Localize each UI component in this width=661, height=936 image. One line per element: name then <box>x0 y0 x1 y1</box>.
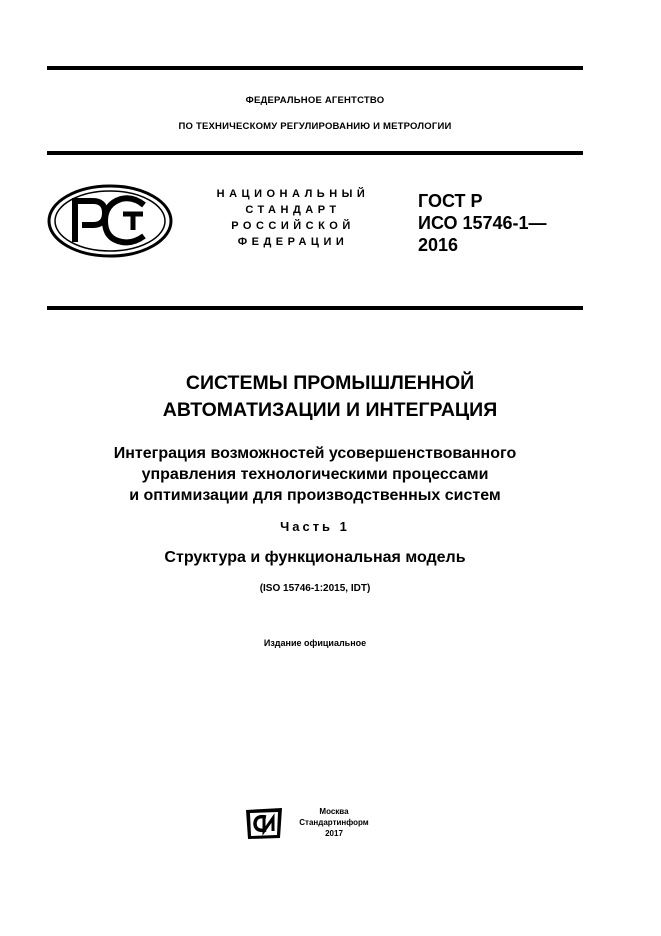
standartinform-logo-icon <box>244 806 284 840</box>
national-line: СТАНДАРТ <box>245 204 341 216</box>
gost-line-3: 2016 <box>418 235 459 255</box>
structure-title: Структура и функциональная модель <box>164 549 466 566</box>
title-line-1: СИСТЕМЫ ПРОМЫШЛЕННОЙ <box>185 372 475 394</box>
national-line: ФЕДЕРАЦИИ <box>237 236 349 248</box>
publisher-name: Стандартинформ <box>299 818 369 827</box>
iso-reference: (ISO 15746-1:2015, IDT) <box>259 583 371 594</box>
title-line-2: АВТОМАТИЗАЦИИ И ИНТЕГРАЦИЯ <box>162 399 498 421</box>
gost-line-2: ИСО 15746-1— <box>418 213 547 233</box>
top-rule <box>47 66 583 70</box>
standard-designation <box>418 190 547 256</box>
document-title <box>47 370 613 424</box>
subtitle-line-2: управления технологическими процессами <box>141 466 489 483</box>
edition-label: Издание официальное <box>263 638 367 648</box>
document-subtitle <box>30 443 600 506</box>
publisher-year: 2017 <box>325 829 343 838</box>
agency-line-1: ФЕДЕРАЛЬНОЕ АГЕНТСТВО <box>245 95 385 106</box>
part-label: Часть 1 <box>280 519 350 534</box>
mid-rule <box>47 306 583 310</box>
agency-line-2: ПО ТЕХНИЧЕСКОМУ РЕГУЛИРОВАНИЮ И МЕТРОЛОГИИ <box>178 121 452 132</box>
publisher-info <box>294 806 374 839</box>
rst-logo-icon <box>47 184 173 258</box>
national-standard-label <box>198 186 388 250</box>
header-rule <box>47 151 583 155</box>
subtitle-line-1: Интеграция возможностей усовершенствованного <box>113 445 517 462</box>
national-line: РОССИЙСКОЙ <box>231 220 355 232</box>
gost-line-1: ГОСТ Р <box>418 191 483 211</box>
national-line: НАЦИОНАЛЬНЫЙ <box>216 188 370 200</box>
subtitle-line-3: и оптимизации для производственных систем <box>129 487 501 504</box>
publisher-city: Москва <box>319 807 349 816</box>
